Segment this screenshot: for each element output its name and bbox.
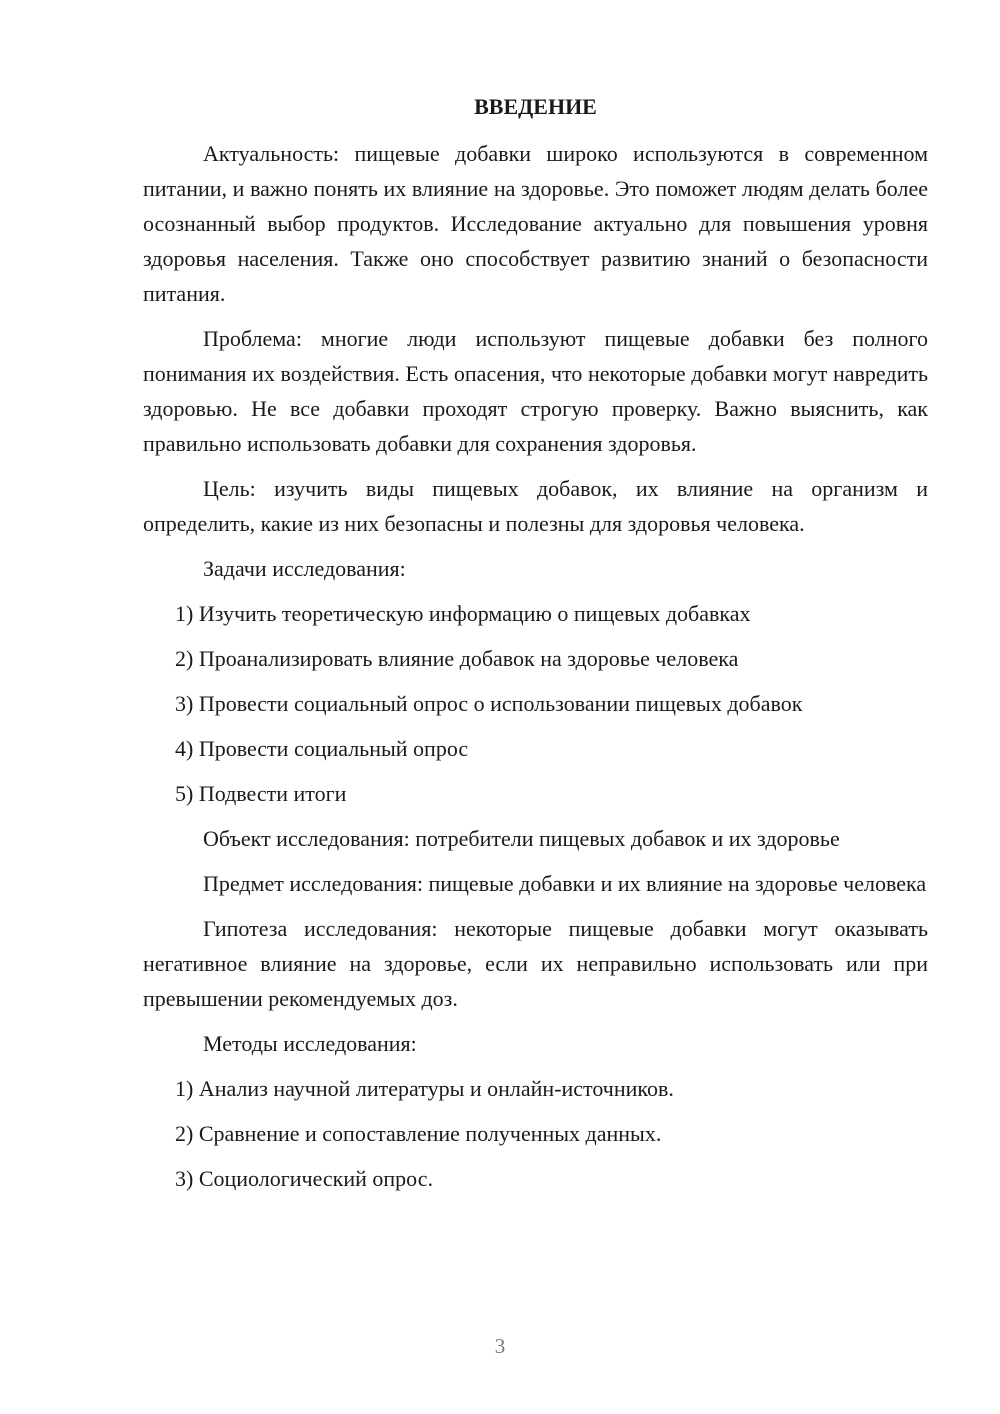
task-item: 3) Провести социальный опрос о использовании пищевых добавок (175, 691, 803, 716)
subject-paragraph: Предмет исследования: пищевые добавки и их влияние на здоровье человека (203, 871, 927, 896)
task-item: 1) Изучить теоретическую информацию о пищевых добавках (175, 601, 751, 626)
relevance-paragraph: Актуальность: пищевые добавки широко используются в современном питании, и важно понять их влияние на здоровье. Это поможет людям делать более осознанный выбор продуктов. Исследование актуально для повышения уровня здоровья населения. Также оно способствует развитию знаний о безопасности питания. (143, 141, 928, 306)
section-title: ВВЕДЕНИЕ (474, 94, 597, 119)
page-number: 3 (494, 1334, 506, 1358)
task-item: 2) Проанализировать влияние добавок на здоровье человека (175, 646, 739, 671)
problem-paragraph: Проблема: многие люди используют пищевые добавки без полного понимания их воздействия. Есть опасения, что некоторые добавки могут навредить здоровью. Не все добавки проходят строгую проверку. Важно выяснить, как правильно использовать добавки для сохранения здоровья. (143, 326, 928, 456)
object-line: Объект исследования: потребители пищевых добавок и их здоровье (203, 826, 840, 851)
method-item: 3) Социологический опрос. (175, 1166, 433, 1191)
methods-list (143, 1071, 928, 1196)
methods-heading: Методы исследования: (203, 1031, 417, 1056)
method-item: 2) Сравнение и сопоставление полученных данных. (175, 1121, 662, 1146)
task-item: 4) Провести социальный опрос (175, 736, 469, 761)
tasks-list (143, 596, 928, 811)
goal-paragraph: Цель: изучить виды пищевых добавок, их влияние на организм и определить, какие из них безопасны и полезны для здоровья человека. (143, 476, 928, 536)
page-content (143, 92, 928, 1206)
task-item: 5) Подвести итоги (175, 781, 347, 806)
method-item: 1) Анализ научной литературы и онлайн-источников. (175, 1076, 674, 1101)
hypothesis-paragraph: Гипотеза исследования: некоторые пищевые добавки могут оказывать негативное влияние на здоровье, если их неправильно использовать или при превышении рекомендуемых доз. (143, 916, 928, 1011)
tasks-heading: Задачи исследования: (203, 556, 406, 581)
